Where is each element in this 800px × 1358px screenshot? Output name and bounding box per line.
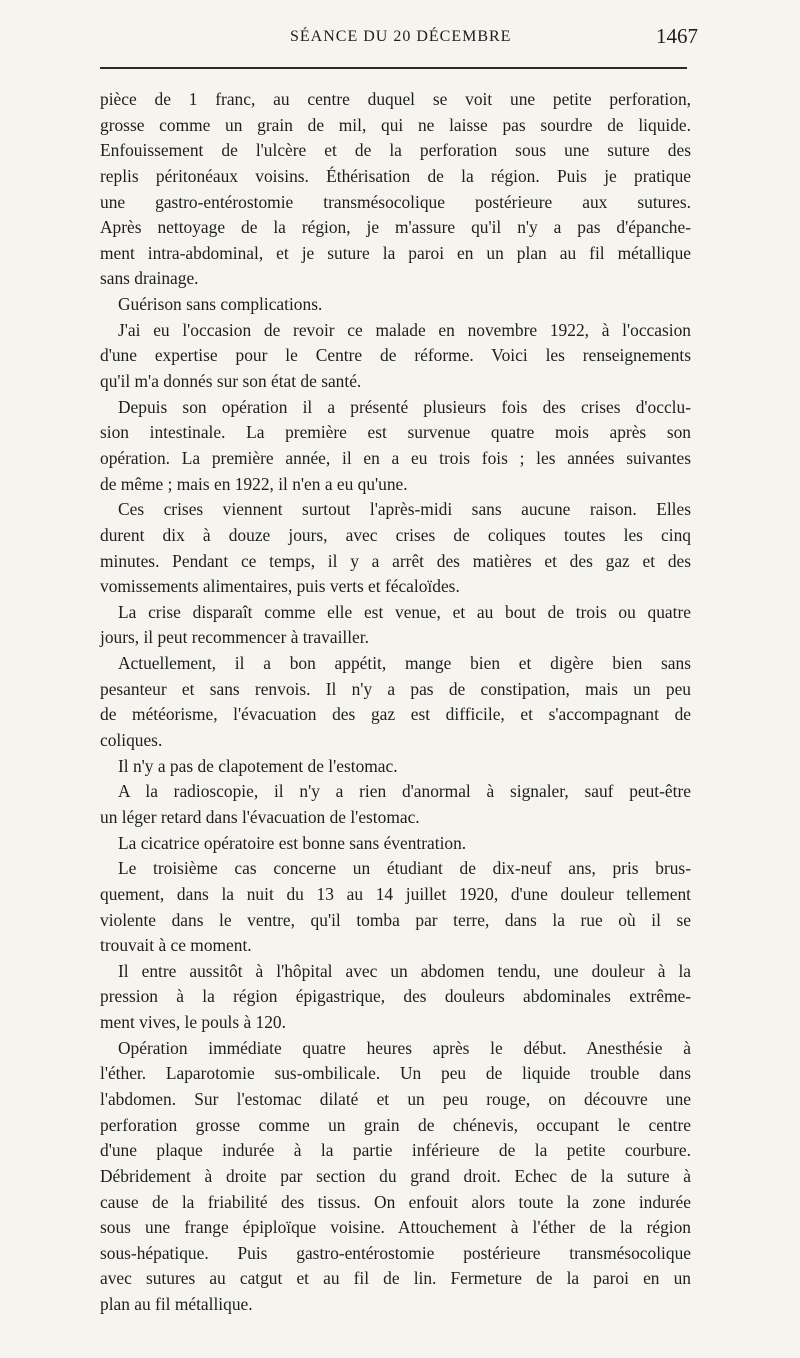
text-line: Après nettoyage de la région, je m'assure qu'il n'y a pas d'épanche-: [100, 217, 691, 238]
text-line: l'éther. Laparotomie sus-ombilicale. Un peu de liquide trouble dans: [100, 1063, 691, 1084]
text-line: Guérison sans complications.: [118, 294, 323, 315]
running-title: SÉANCE DU 20 DÉCEMBRE: [290, 28, 512, 45]
text-line: de même ; mais en 1922, il n'en a eu qu'une.: [100, 473, 408, 494]
text-line: Depuis son opération il a présenté plusieurs fois des crises d'occlu-: [118, 396, 691, 417]
header-rule: [100, 67, 687, 69]
text-line: Ces crises viennent surtout l'après-midi sans aucune raison. Elles: [118, 499, 691, 520]
text-line: pièce de 1 franc, au centre duquel se voit une petite perforation,: [100, 89, 691, 109]
text-line: sous une frange épiploïque voisine. Attouchement à l'éther de la région: [100, 1217, 691, 1238]
text-line: Débridement à droite par section du grand droit. Echec de la suture à: [100, 1165, 691, 1186]
text-line: qu'il m'a donnés sur son état de santé.: [100, 371, 362, 392]
text-line: ment intra-abdominal, et je suture la paroi en un plan au fil métallique: [100, 242, 691, 263]
text-line: ment vives, le pouls à 120.: [100, 1012, 286, 1033]
text-line: replis péritonéaux voisins. Éthérisation de la région. Puis je pratique: [100, 165, 691, 186]
text-line: perforation grosse comme un grain de chénevis, occupant le centre: [100, 1114, 691, 1135]
text-line: Actuellement, il a bon appétit, mange bien et digère bien sans: [118, 653, 691, 674]
text-line: pesanteur et sans renvois. Il n'y a pas de constipation, mais un peu: [100, 678, 691, 699]
text-line: durent dix à douze jours, avec crises de coliques toutes les cinq: [100, 524, 691, 545]
text-line: La crise disparaît comme elle est venue, et au bout de trois ou quatre: [118, 601, 691, 622]
text-line: A la radioscopie, il n'y a rien d'anormal à signaler, sauf peut-être: [118, 781, 691, 802]
text-line: Opération immédiate quatre heures après le début. Anesthésie à: [118, 1037, 691, 1058]
text-line: plan au fil métallique.: [100, 1294, 253, 1315]
text-line: grosse comme un grain de mil, qui ne laisse pas sourdre de liquide.: [100, 114, 691, 135]
text-line: coliques.: [100, 730, 163, 751]
text-line: quement, dans la nuit du 13 au 14 juillet 1920, d'une douleur tellement: [100, 883, 691, 904]
text-line: jours, il peut recommencer à travailler.: [100, 627, 369, 648]
text-line: sion intestinale. La première est survenue quatre mois après son: [100, 422, 691, 443]
text-line: trouvait à ce moment.: [100, 935, 252, 956]
text-line: Le troisième cas concerne un étudiant de dix-neuf ans, pris brus-: [118, 858, 691, 879]
page-number: 1467: [656, 24, 698, 48]
text-line: Il n'y a pas de clapotement de l'estomac.: [118, 755, 398, 776]
text-line: opération. La première année, il en a eu trois fois ; les années suivantes: [100, 447, 691, 468]
text-line: La cicatrice opératoire est bonne sans éventration.: [118, 832, 467, 853]
text-line: un léger retard dans l'évacuation de l'estomac.: [100, 806, 420, 827]
text-line: d'une expertise pour le Centre de réforme. Voici les renseignements: [100, 345, 691, 366]
text-line: pression à la région épigastrique, des douleurs abdominales extrême-: [100, 986, 691, 1007]
text-line: une gastro-entérostomie transmésocolique postérieure aux sutures.: [100, 191, 691, 212]
text-line: sans drainage.: [100, 268, 199, 289]
text-line: avec sutures au catgut et au fil de lin. Fermeture de la paroi en un: [100, 1268, 691, 1289]
text-line: Il entre aussitôt à l'hôpital avec un abdomen tendu, une douleur à la: [118, 960, 691, 981]
text-line: minutes. Pendant ce temps, il y a arrêt des matières et des gaz et des: [100, 550, 691, 571]
text-line: cause de la friabilité des tissus. On enfouit alors toute la zone indurée: [100, 1191, 691, 1212]
text-line: d'une plaque indurée à la partie inférieure de la petite courbure.: [100, 1140, 691, 1161]
text-line: sous-hépatique. Puis gastro-entérostomie postérieure transmésocolique: [100, 1242, 691, 1263]
body-text: [100, 87, 691, 1318]
text-line: Enfouissement de l'ulcère et de la perforation sous une suture des: [100, 140, 691, 161]
text-line: l'abdomen. Sur l'estomac dilaté et un peu rouge, on découvre une: [100, 1088, 691, 1109]
running-header: [100, 24, 698, 54]
text-line: violente dans le ventre, qu'il tomba par terre, dans la rue où il se: [100, 909, 691, 930]
text-line: J'ai eu l'occasion de revoir ce malade en novembre 1922, à l'occasion: [118, 319, 691, 340]
text-line: de météorisme, l'évacuation des gaz est difficile, et s'accompagnant de: [100, 704, 691, 725]
text-line: vomissements alimentaires, puis verts et fécaloïdes.: [100, 576, 460, 597]
